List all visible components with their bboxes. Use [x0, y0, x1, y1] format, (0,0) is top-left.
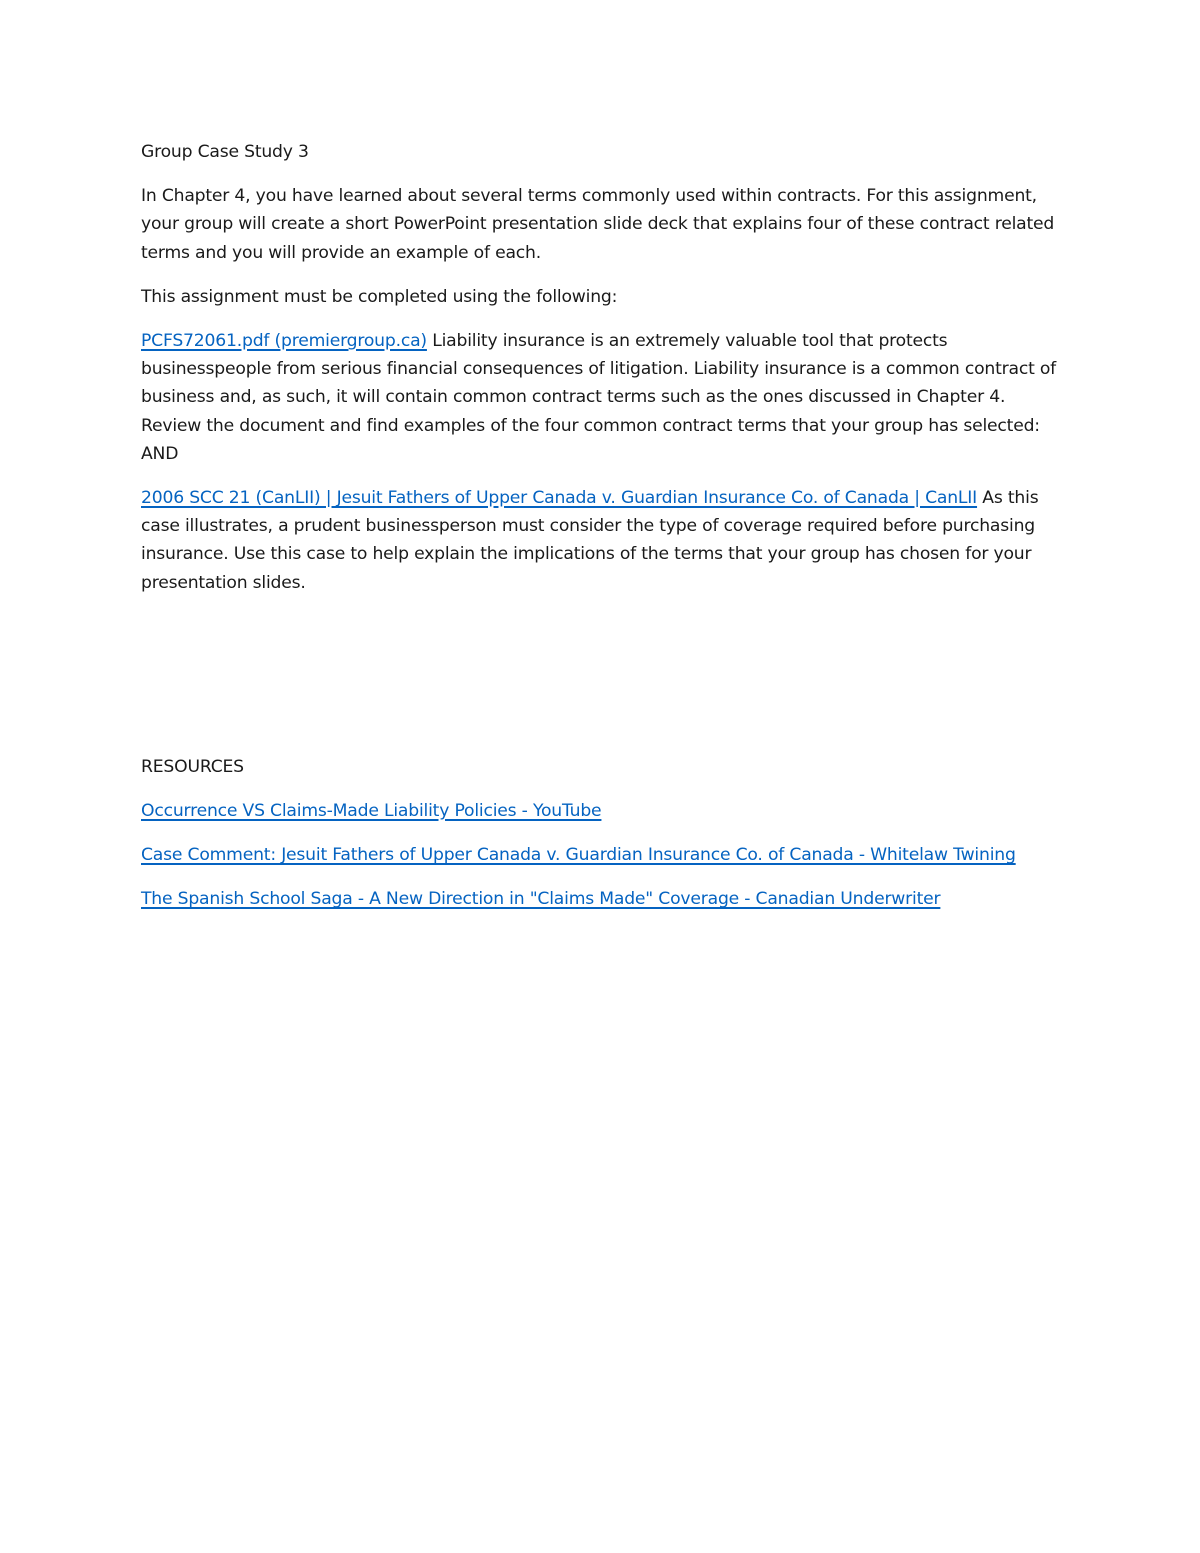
- spacer: [141, 613, 1061, 753]
- resource-item: [141, 797, 1061, 825]
- resource-item: [141, 841, 1061, 869]
- resource-link-youtube[interactable]: Occurrence VS Claims-Made Liability Policies - YouTube: [141, 801, 602, 822]
- source1-link[interactable]: PCFS72061.pdf (premiergroup.ca): [141, 331, 427, 352]
- source2-paragraph: [141, 484, 1061, 597]
- source1-description: Liability insurance is an extremely valuable tool that protects businesspeople from serious financial consequences of litigation. Liability insurance is a common contract of business and, as such, it will contain common contract terms such as the ones discussed in Chapter 4. Review the document and find examples of the four common contract terms that your group has selected: AND: [141, 331, 1057, 464]
- document-page: [141, 138, 1061, 930]
- document-title: Group Case Study 3: [141, 142, 309, 162]
- resource-link-case-comment[interactable]: Case Comment: Jesuit Fathers of Upper Canada v. Guardian Insurance Co. of Canada - Whitelaw Twining: [141, 845, 1016, 866]
- resource-link-spanish-school[interactable]: The Spanish School Saga - A New Direction in "Claims Made" Coverage - Canadian Underwriter: [141, 889, 941, 910]
- source1-paragraph: [141, 327, 1061, 468]
- requirement-paragraph: This assignment must be completed using the following:: [141, 286, 618, 307]
- source2-link[interactable]: 2006 SCC 21 (CanLII) | Jesuit Fathers of Upper Canada v. Guardian Insurance Co. of Canada | CanLII: [141, 488, 978, 509]
- intro-paragraph: In Chapter 4, you have learned about several terms commonly used within contracts. For this assignment, your group will create a short PowerPoint presentation slide deck that explains four of these contract related terms and you will provide an example of each.: [141, 186, 1055, 263]
- resource-item: [141, 885, 1061, 913]
- resources-heading: RESOURCES: [141, 756, 244, 777]
- source2-description: As this case illustrates, a prudent businessperson must consider the type of coverage required before purchasing insurance. Use this case to help explain the implications of the terms that your group has chosen for your presentation slides.: [141, 488, 1039, 593]
